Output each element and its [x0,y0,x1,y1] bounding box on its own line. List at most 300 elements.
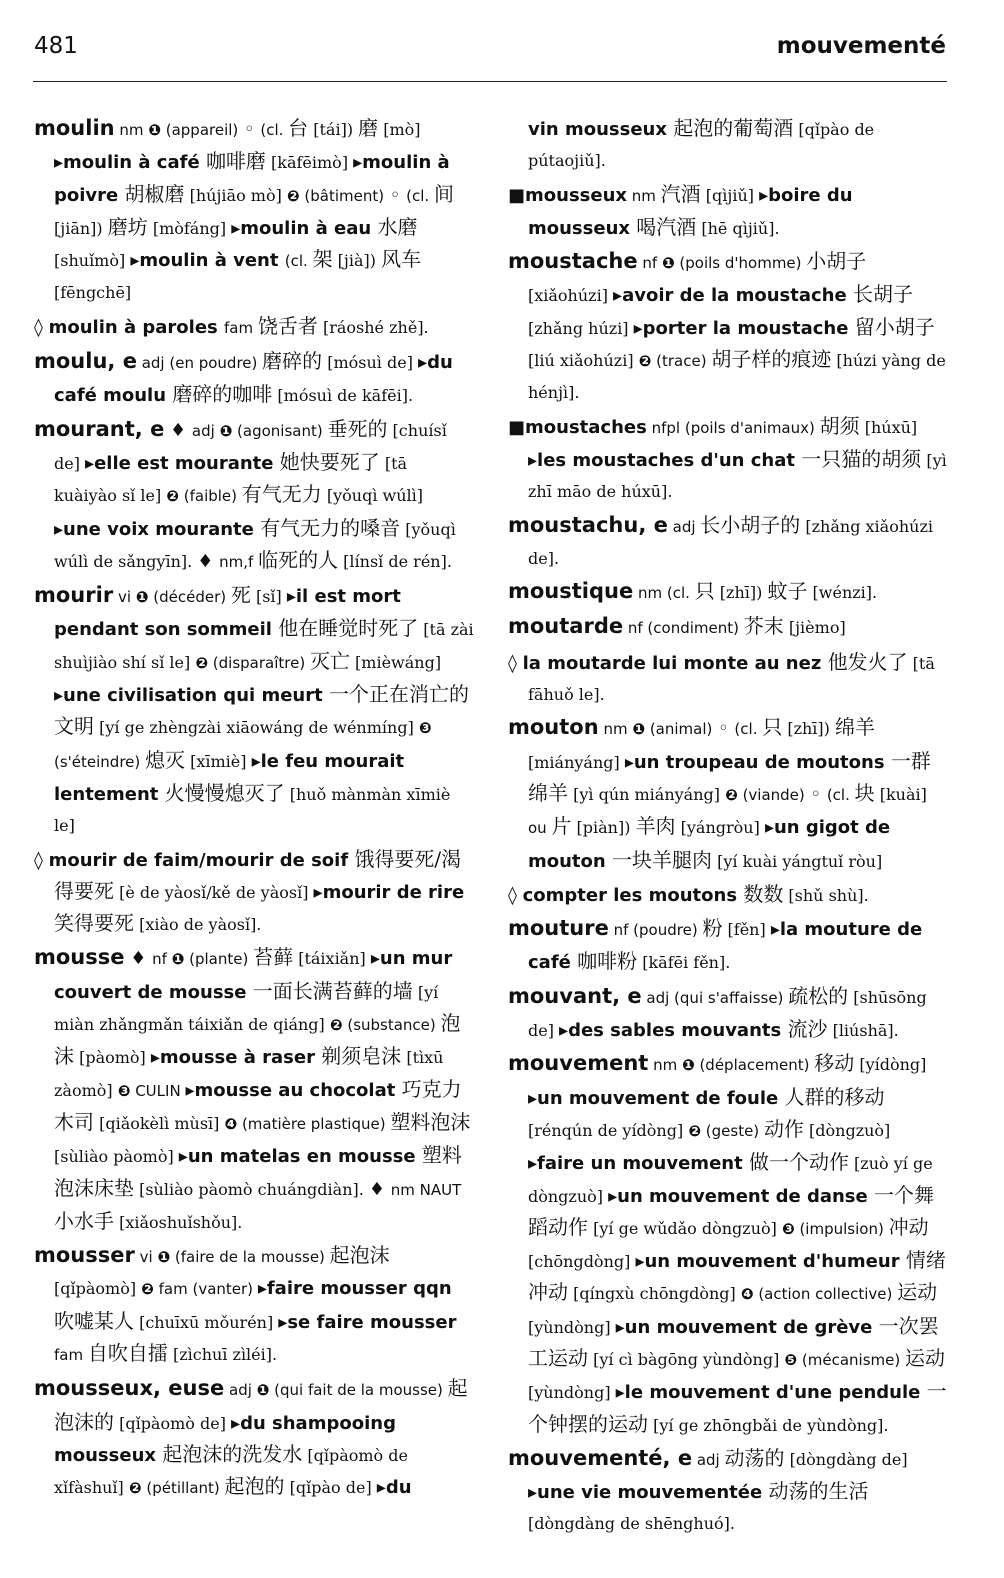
entry-segment: [qǐpàomò de] [114,1413,232,1433]
entry-segment: (déplacement) [694,1056,815,1075]
entry-segment: 动荡的生活 [768,1479,869,1504]
entry-mouvemente [508,1443,948,1540]
entry-segment: [línsǐ de rén]. [338,551,452,571]
entry-segment: 只 [762,715,783,740]
entry-segment: 风车 [381,247,422,272]
entry-segment: ▸du shampooing mousseux [54,1412,396,1466]
entry-segment: adj (qui s'affaisse) [641,988,789,1007]
entry-segment: (impulsion) [794,1219,889,1238]
entry-segment: [zhī]) [782,719,835,739]
entry-mousser [34,1240,474,1371]
entry-segment: nm [627,186,661,205]
entry-mousseux [34,1373,474,1504]
entry-segment: 饿得要死/渴得要死 [54,846,462,903]
page-number: 481 [34,33,78,59]
entry-segment: vi [134,1248,158,1267]
entry-segment: ▸un mouvement d'humeur [635,1251,906,1273]
entry-segment: 起泡沫 [329,1243,390,1268]
entry-segment: 她快要死了 [279,449,380,474]
entry-segment: 灭亡 [309,648,350,673]
entry-segment: 绵羊 [834,715,875,740]
entry-segment: 数数 [743,881,784,906]
entry-segment: 自吹自擂 [87,1340,168,1365]
entry-segment: 小胡子 [806,249,867,274]
entry-segment: [xīmiè] [185,751,252,771]
entry-segment: 冲动 [888,1214,929,1239]
entry-segment: 间 [433,181,454,206]
entry-segment: (faire de la mousse) [170,1248,330,1267]
entry-segment: [jièmo] [783,618,846,638]
entry-segment: 一块羊腿肉 [612,847,712,872]
entry-segment: ▸il est mort pendant son sommeil [54,586,401,641]
entry-segment: ▸un matelas en mousse [178,1146,422,1168]
entry-segment: (agonisant) [232,421,328,440]
entry-segment: [shǔ shù]. [783,885,869,905]
entry-moustache [508,246,948,408]
entry-segment: (animal) [645,720,713,739]
entry-segment: (poils d'homme) [674,254,807,273]
entry-segment: mouvant, e [508,983,642,1008]
entry-segment: [chuísǐ de] [54,420,447,473]
entry-segment: 喝汽酒 [636,214,697,239]
entry-segment: [mósuì de] [322,353,419,373]
entry-segment: (geste) [701,1121,764,1140]
entry-segment: [yí ge zhōngbǎi de yùndòng]. [648,1415,889,1435]
entry-segment: 疏松的 [788,983,849,1008]
entry-segment: [húzi yàng de hénjì]. [528,351,946,403]
entry-mouvant [508,981,948,1047]
entry-segment: fam [54,1345,88,1364]
entry-segment: ❷ [141,1280,154,1299]
entry-segment: 胡子样的痕迹 [711,347,832,372]
entry-segment: 火慢慢熄灭了 [164,780,285,805]
entry-segment: 运动 [897,1280,938,1305]
entry-segment: mouvement [508,1051,649,1076]
entry-segment: [zhǎng húzi] [528,318,634,338]
entry-segment: [yǒuqì wúlì] [321,486,424,506]
entry-segment: ❶ [661,254,675,273]
entry-segment: [pàomò] [74,1048,151,1068]
entry-segment: ▸boire du mousseux [528,184,853,239]
entry-segment: [dòngzuò] [803,1120,891,1140]
entry-segment: 流沙 [787,1017,828,1042]
entry-mourir [34,580,474,841]
entry-segment: [yí ge wǔdǎo dòngzuò] [588,1218,782,1238]
entry-segment: ▸des sables mouvants [559,1020,788,1042]
entry-segment: [ráoshé zhě]. [317,317,429,337]
entry-segment: (viande) [737,785,805,804]
entry-segment: mouvementé, e [508,1445,693,1470]
entry-segment: 死 [230,583,251,608]
entry-segment: ♦ [197,550,220,572]
entry-segment: 磨碎的咖啡 [172,382,273,407]
entry-segment: 做一个动作 [748,1150,849,1175]
entry-segment: [zuò yí ge dòngzuò] [528,1154,933,1206]
entry-segment: (substance) [342,1016,441,1035]
header-rule [33,81,947,82]
entry-segment: [è de yàosǐ/kě de yàosǐ] [114,882,314,902]
entry-segment: adj [667,517,701,536]
entry-segment: mouture [508,916,609,941]
entry-moustachu [508,510,948,575]
entry-segment: [yì qún miányáng] [568,784,726,804]
entry-segment: 起泡沫的 [54,1376,468,1434]
entry-segment: ◦ [238,119,261,140]
entry-segment: 粉 [702,916,723,941]
entry-segment: 塑料泡沫 [390,1109,471,1134]
entry-segment: ■ [508,416,526,438]
guide-word: mouvementé [776,33,946,59]
entry-segment: mousser [34,1243,135,1268]
entry-segment: adj (en poudre) [136,354,263,373]
entry-segment: 动荡的 [724,1445,785,1470]
entry-segment: 咖啡磨 [205,149,266,174]
entry-segment: 动作 [763,1116,804,1141]
entry-segment: 块 [854,780,875,805]
entry-segment: [kāfēi fěn]. [637,953,731,973]
entry-segment: ❷ [329,1016,343,1035]
entry-segment: 一面长满苔藓的墙 [252,978,413,1003]
entry-segment: [yí ge zhèngzài xiāowáng de wénmíng] [94,718,419,738]
entry-segment: [yùndòng] [528,1383,616,1403]
entry-mourir-idiom [34,844,474,941]
entry-segment: ◦ [804,783,827,805]
entry-segment: ❷ [128,1479,142,1498]
entry-segment: moulu, e [34,349,137,374]
entry-segment: [kuài] [874,784,927,804]
entry-segment: 片 [551,814,572,839]
entry-segment: nm,f [219,552,259,571]
entry-segment: ❸ [418,719,432,738]
entry-segment: mousseux, euse [34,1376,225,1401]
entry-segment: ▸un mouvement de danse [608,1185,874,1207]
entry-segment: ◦ [384,184,407,206]
entry-segment: nf [637,254,662,273]
entry-segment: [táixiǎn] [293,949,371,969]
entry-segment: [qǐpàomò de xǐfàshuǐ] [54,1445,408,1498]
entry-segment: (cl. [260,121,289,139]
entry-segment: ▸faire mousser qqn [257,1278,452,1300]
entry-segment: nf (condiment) [623,619,744,638]
entry-segment: 有气无力的嗓音 [260,515,401,540]
entry-segment: (disparaître) [208,653,310,672]
entry-segment: moulin [34,116,115,140]
entry-mourant [34,414,474,578]
entry-segment: ◊ [34,316,49,338]
entry-segment: [fěn] [722,920,771,940]
entry-segment: nm [114,121,149,139]
entry-segment: ❸ [117,1081,131,1100]
entry-segment: (cl. [284,252,313,271]
entry-segment: ❹ [224,1114,238,1133]
entry-segment: adj [692,1450,725,1469]
entry-segment: mousse [34,945,125,970]
entry-segment: ou [528,819,552,838]
entry-segment: ❶ [157,1248,171,1267]
entry-segment: 芥末 [743,614,784,639]
entry-segment: [yì zhī māo de húxū]. [528,450,947,502]
entry-segment: fam [224,318,258,337]
entry-segment: ▸se faire mousser [278,1311,457,1333]
entry-segment: [xiǎohúzi] [528,286,614,306]
entry-segment: 塑料泡沫床垫 [54,1143,462,1200]
entry-segment: ❶ [171,950,185,969]
entry-segment: ▸avoir de la moustache [613,285,853,307]
entry-segment: moulin à paroles [48,316,225,338]
entry-moulu [34,346,474,412]
entry-moustaches [508,411,948,508]
entry-segment: mourant, e [34,416,165,441]
entry-segment: [qǐpào de pútaojiǔ]. [528,120,875,171]
entry-segment: [qìjiǔ] [700,185,760,205]
entry-segment: 磨碎的 [262,349,323,374]
entry-segment: ◦ [712,718,735,740]
entry-segment: [fēngchē] [54,283,132,303]
entry-segment: [qǐpàomò] [54,1279,142,1299]
entry-segment: ❶ [135,588,149,607]
entry-segment: [wénzi]. [807,583,878,603]
entry-segment: compter les moutons [522,884,744,906]
entry-segment: nf [152,950,172,969]
entry-segment: ❷ [195,653,209,672]
entry-segment: (cl. [734,720,763,739]
entry-segment: (appareil) [160,121,239,139]
entry-segment: ▸les moustaches d'un chat [528,449,802,471]
entry-segment: 垂死的 [327,416,388,441]
entry-segment: (s'éteindre) [54,752,146,771]
right-column [508,113,948,1542]
entry-segment: fam (vanter) [153,1280,258,1299]
entry-segment: 笑得要死 [54,911,134,936]
entry-segment: [yángròu] [675,818,765,838]
entry-segment: [dòngdàng de shēnghuó]. [528,1514,735,1534]
entry-segment: ◊ [508,884,523,906]
entry-segment: [yí kuài yángtuǐ ròu] [712,851,883,871]
entry-segment: [jiān]) [54,218,108,238]
entry-segment: 饶舌者 [257,313,318,338]
entry-segment: ❷ [286,186,300,205]
entry-segment: 运动 [904,1345,945,1370]
entry-segment: 架 [312,247,333,272]
entry-segment: ▸la mouture de café [528,919,923,974]
entry-segment: 羊肉 [635,814,676,839]
entry-segment: nm NAUT [390,1180,462,1199]
entry-segment: ❸ [781,1219,795,1238]
entry-segment: (qui fait de la mousse) [269,1381,448,1400]
entry-segment: ▸un troupeau de moutons [624,751,891,773]
entry-segment: [tā kuàiyào sǐ le] [54,453,408,506]
entry-segment: [sùliào pàomò] [54,1147,179,1167]
entry-moutarde [508,611,948,644]
entry-mousseux-nm [508,179,948,245]
entry-segment: 起泡沫的洗发水 [162,1441,303,1466]
entry-segment: [qíngxù chōngdòng] [568,1284,741,1304]
entry-segment: ▸un mur couvert de mousse [54,948,453,1003]
entry-segment: [húxū] [859,417,918,437]
entry-segment: nfpl (poils d'animaux) [646,418,820,437]
entry-moustique [508,576,948,609]
entry-segment: ❶ [632,720,646,739]
entry-segment: 起泡的 [224,1474,285,1499]
entry-segment: ▸porter la moustache [633,317,855,339]
entry-segment: 留小胡子 [854,314,935,339]
entry-segment: mourir de faim/mourir de soif [48,849,355,871]
entry-segment: [liúshā]. [827,1021,899,1041]
entry-segment: [dòngdàng de] [784,1449,908,1469]
entry-segment: (faible) [178,487,242,506]
entry-segment: 苔藓 [253,945,294,970]
entry-segment: ▸un mouvement de grève [615,1316,879,1338]
entry-segment: 一只猫的胡须 [801,446,922,471]
entry-segment: [yí miàn zhǎngmǎn táixiǎn de qiáng] [54,982,439,1035]
entry-segment: moutarde [508,614,624,639]
entry-segment: [xiǎoshuǐshǒu]. [114,1212,243,1232]
entry-segment: [hē qìjiǔ]. [696,218,780,238]
entry-segment: (bâtiment) [299,186,385,205]
entry-segment: (décéder) [148,588,231,607]
entry-segment: 磨坊 [107,214,148,239]
entry-segment: ▸elle est mourante [85,452,280,474]
entry-segment: 他发火了 [827,649,908,674]
entry-mousseux-cont [508,113,948,177]
entry-segment: [piàn]) [571,818,636,838]
entry-segment: ❺ [784,1350,798,1369]
entry-segment: [mòfáng] [147,218,232,238]
entry-segment: ▸mourir de rire [313,881,465,903]
entry-segment: ▸moulin à vent [130,250,285,272]
entry-segment: [zìchuī zìléi]. [167,1344,278,1364]
entry-moulin [34,113,474,309]
entry-segment: ▸moulin à poivre [54,152,450,206]
entry-segment: ▸le feu mourait lentement [54,750,405,805]
entry-segment: 磨 [358,116,379,140]
entry-segment: moustique [508,579,634,604]
entry-segment: 熄灭 [145,747,186,772]
entry-segment: [tái]) [308,120,359,139]
entry-segment: [zhī]) [714,583,768,603]
entry-segment: [jià]) [332,251,382,271]
entry-segment: 泡沫 [54,1011,461,1069]
entry-segment: nm [598,720,633,739]
entry-segment: ♦ [368,1178,391,1200]
entry-segment: (matière plastique) [237,1114,391,1133]
entry-segment: mouton [508,715,599,740]
entry-mouvement [508,1048,948,1441]
entry-segment: 汽酒 [660,181,701,206]
entry-segment: 一个钟摆的运动 [528,1379,947,1436]
entry-segment: 有气无力 [241,482,322,507]
entry-segment: ◊ [34,849,49,871]
entry-segment: [xiào de yàosǐ]. [134,915,262,935]
entry-segment: ▸moulin à eau [231,217,378,239]
entry-segment: ▸du café moulu [54,352,453,407]
entry-segment: [sǐ] [250,587,287,607]
entry-segment: [tā zài shuìjiào shí sǐ le] [54,620,474,672]
entry-segment: [tìxū zàomò] [54,1048,444,1100]
entry-segment: [chuīxū mǒurén] [134,1312,279,1332]
entry-segment: 一个舞蹈动作 [528,1182,934,1239]
entry-segment: 长胡子 [852,282,913,307]
entry-moulin-idiom [34,311,474,344]
entry-segment: ▸mousse au chocolat [185,1079,402,1101]
entry-segment: ♦ [164,419,192,441]
entry-segment: ❷ [638,352,652,371]
entry-segment: [shūsōng de] [528,987,927,1041]
entry-segment: ▸le mouvement d'une pendule [615,1382,927,1404]
entry-segment: 情绪冲动 [528,1248,946,1305]
entry-segment: ♦ [124,948,153,970]
entry-segment: ❶ [219,421,233,440]
entry-segment: 起泡的葡萄酒 [673,116,794,140]
entry-segment: 吹嘘某人 [54,1308,134,1333]
entry-segment: 台 [288,116,309,140]
entry-segment: 只 [694,579,715,604]
entry-segment: nm (cl. [633,584,695,603]
entry-mousse [34,942,474,1238]
entry-segment: [mò] [378,120,421,139]
entry-segment: ❹ [740,1285,754,1304]
entry-segment: moustaches [525,416,647,438]
entry-segment: ❶ [256,1381,270,1400]
entry-segment: (mécanisme) [797,1350,905,1369]
entry-segment: 咖啡粉 [577,949,638,974]
entry-segment: 胡须 [819,413,860,438]
entry-segment: moustachu, e [508,512,668,537]
entry-segment: [mósuì de kāfēi]. [272,386,414,406]
entry-segment: [shuǐmò] [54,251,131,271]
entry-segment: 胡椒磨 [124,181,185,206]
entry-segment: moustache [508,249,638,274]
entry-mouton [508,712,948,876]
left-column [34,113,474,1506]
entry-segment: mousseux [525,184,628,206]
entry-segment: ▸une voix mourante [54,518,261,540]
entry-segment: ▸mousse à raser [150,1047,322,1069]
entry-segment: vi [113,588,136,607]
entry-segment: 一群绵羊 [528,748,931,805]
entry-segment: [yùndòng] [528,1317,616,1337]
entry-segment: ❷ [166,487,179,506]
entry-segment: [kāfēimò] [265,153,354,173]
entry-segment: ▸un mouvement de foule [528,1087,785,1109]
entry-segment: [tā fāhuǒ le]. [528,653,935,705]
entry-segment: nf (poudre) [608,921,703,940]
entry-segment: 巧克力木司 [54,1076,462,1134]
entry-segment: ▸faire un mouvement [528,1153,749,1175]
entry-segment: vin mousseux [528,119,674,140]
entry-segment: ▸moulin à café [54,152,206,174]
entry-segment: ❶ [681,1056,695,1075]
entry-segment: la moutarde lui monte au nez [522,652,828,674]
entry-segment: nm [648,1056,682,1075]
entry-mouture [508,913,948,979]
entry-segment: 蚊子 [767,579,808,604]
entry-segment: [yí cì bàgōng yùndòng] [588,1349,785,1369]
entry-segment: (cl. [406,186,434,205]
entry-segment: [liú xiǎohúzi] [528,351,639,371]
entry-segment: 一次罢工运动 [528,1313,939,1370]
entry-segment: (pétillant) [141,1479,225,1498]
entry-segment: (action collective) [753,1285,898,1304]
entry-segment: [hújiāo mò] [184,185,287,205]
entry-segment: 小水手 [54,1208,114,1233]
entry-moutarde-idiom [508,647,948,711]
entry-segment: ▸une vie mouvementée [528,1482,769,1504]
entry-segment: ▸du [376,1477,412,1499]
entry-segment: (plante) [184,950,254,969]
entry-segment: [yídòng] [854,1055,927,1075]
entry-segment: ❶ [148,121,161,139]
